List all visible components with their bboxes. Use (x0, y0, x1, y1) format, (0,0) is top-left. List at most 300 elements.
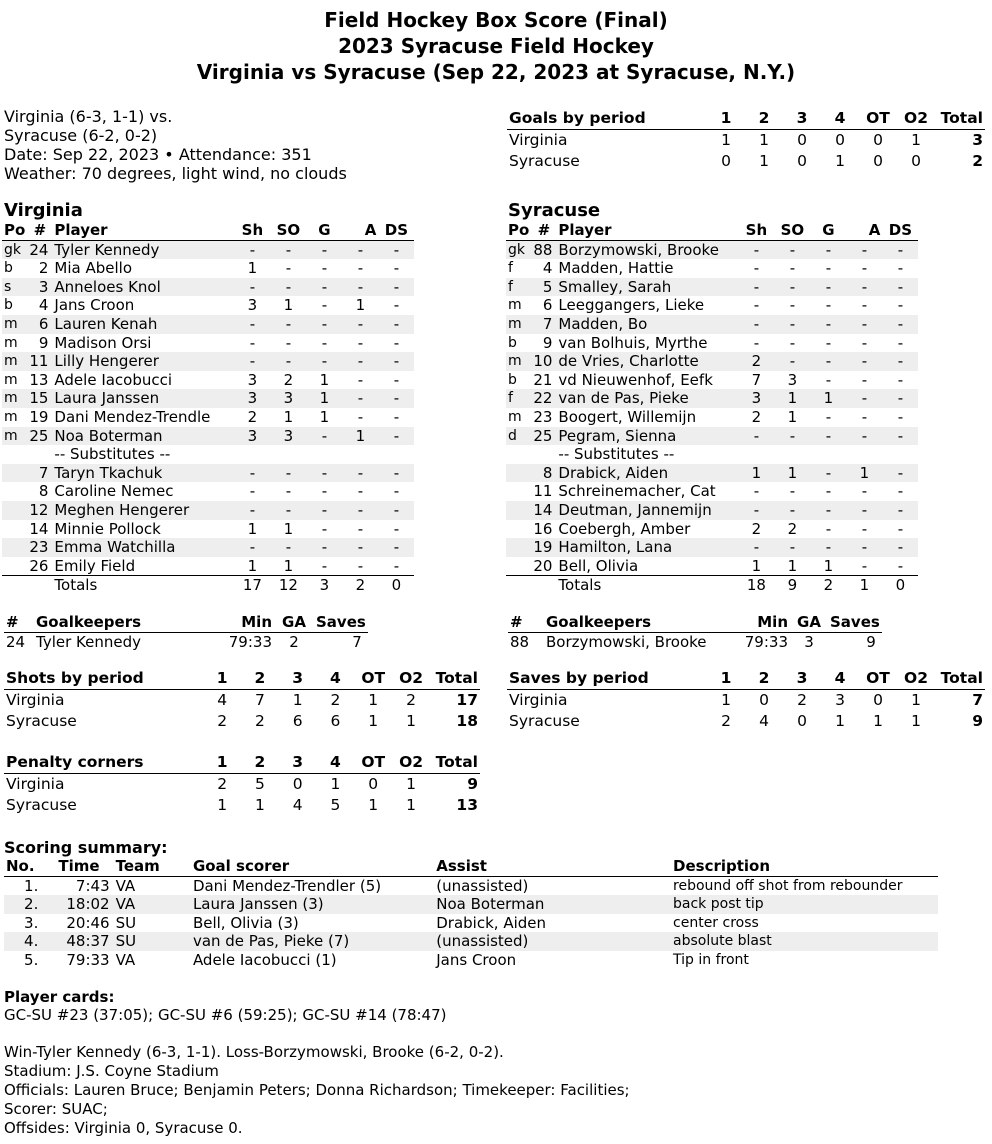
period-value: 1 (835, 152, 845, 170)
player-name: Minnie Pollock (54, 519, 161, 538)
period-column-header: 1 (707, 668, 745, 690)
team-name: Virginia (6, 691, 65, 709)
goal-team: SU (114, 932, 191, 951)
player-number: 26 (29, 556, 49, 575)
player-number: 25 (27, 427, 52, 446)
player-g: - (321, 259, 328, 278)
scoring-row (4, 876, 938, 895)
player-so: - (285, 259, 292, 278)
player-sh: 1 (247, 519, 258, 538)
total-g: 2 (810, 576, 846, 595)
period-column-header: OT (859, 668, 897, 690)
player-g: - (810, 464, 846, 483)
player-position: s (2, 278, 27, 297)
period-value: 0 (911, 152, 921, 170)
player-g: - (825, 296, 832, 315)
scoring-time-header: Time (56, 857, 113, 876)
player-ds: - (378, 240, 414, 259)
player-number: 7 (27, 464, 52, 483)
player-position (506, 464, 531, 483)
player-row (506, 315, 918, 334)
player-sh: 1 (751, 556, 762, 575)
player-g: - (810, 278, 846, 297)
player-so: 1 (787, 556, 798, 575)
substitutes-label: -- Substitutes -- (54, 445, 171, 464)
player-ds: - (393, 370, 400, 389)
player-name: Jans Croon (54, 296, 135, 315)
player-a: - (846, 501, 882, 520)
player-sh: - (753, 482, 760, 501)
player-position (506, 501, 531, 520)
player-row (2, 501, 414, 520)
player-row (506, 557, 918, 576)
player-a: - (342, 278, 378, 297)
period-value: 1 (721, 131, 731, 149)
gk-saves-header: Saves (316, 613, 366, 631)
player-a: - (342, 315, 378, 334)
g-header: G (306, 221, 342, 240)
player-row (506, 520, 918, 539)
scoring-no-header: No. (4, 857, 56, 876)
player-name: Laura Janssen (52, 389, 234, 408)
period-header-row (4, 752, 480, 774)
player-a: - (861, 333, 868, 352)
player-position: f (506, 278, 531, 297)
player-a: - (357, 259, 364, 278)
period-column-header: 1 (707, 108, 745, 130)
gk-num-header: # (4, 613, 34, 632)
player-position (506, 520, 531, 539)
player-name: vd Nieuwenhof, Eefk (558, 370, 713, 389)
period-column-header: 2 (745, 108, 783, 130)
player-so: 3 (270, 427, 306, 446)
player-row (2, 240, 414, 259)
player-so: 2 (787, 519, 798, 538)
player-ds: - (378, 427, 414, 446)
period-column-header: OT (354, 668, 392, 690)
period-value: 1 (254, 796, 265, 814)
player-g: - (825, 370, 832, 389)
gk-num-header: # (508, 613, 544, 632)
totals-label: Totals (556, 576, 738, 595)
saves-by-period-table (507, 668, 985, 732)
player-name: Emma Watchilla (52, 538, 234, 557)
period-value: 1 (759, 152, 769, 170)
player-position: m (506, 352, 531, 371)
period-header-row (507, 108, 985, 130)
period-value: 1 (217, 796, 228, 814)
player-ds: - (897, 259, 904, 278)
player-number: 14 (29, 519, 49, 538)
player-g: - (321, 333, 328, 352)
player-number: 24 (27, 240, 52, 259)
period-value: 1 (873, 712, 883, 730)
totals-row (506, 576, 918, 595)
period-value: 0 (797, 152, 807, 170)
player-name: Schreinemacher, Cat (558, 482, 716, 501)
date-attendance: Date: Sep 22, 2023 • Attendance: 351 (4, 145, 312, 164)
scoring-header-row (4, 857, 938, 876)
player-sh: - (738, 240, 774, 259)
player-so: 1 (283, 407, 294, 426)
player-sh: - (234, 352, 270, 371)
player-g: - (321, 482, 328, 501)
player-ds: - (882, 538, 918, 557)
team-name: Virginia (6, 775, 65, 793)
player-so: 1 (774, 389, 810, 408)
player-so: - (789, 333, 796, 352)
player-number: 23 (27, 538, 52, 557)
so-header: SO (270, 221, 306, 240)
player-row (506, 278, 918, 297)
period-value: 1 (721, 691, 731, 709)
player-so: - (285, 482, 292, 501)
player-sh: - (753, 296, 760, 315)
player-name: Taryn Tkachuk (52, 464, 234, 483)
player-ds: - (897, 296, 904, 315)
player-number: 21 (533, 370, 553, 389)
player-row (506, 408, 918, 427)
player-sh: 3 (247, 370, 258, 389)
goal-assist: Noa Boterman (434, 895, 671, 914)
scoring-assist-header: Assist (434, 857, 671, 876)
player-position (2, 464, 27, 483)
goal-scorer: van de Pas, Pieke (7) (191, 932, 434, 951)
player-ds: - (378, 315, 414, 334)
player-g: - (306, 240, 342, 259)
period-value: 0 (873, 152, 883, 170)
player-sh: 2 (247, 407, 258, 426)
num-header: # (531, 221, 556, 240)
goal-scorer: Adele Iacobucci (1) (192, 950, 337, 969)
period-column-header: 1 (203, 752, 241, 774)
roster-header-row (506, 221, 918, 240)
player-sh: 3 (738, 389, 774, 408)
period-total: 18 (456, 712, 478, 730)
period-value: 1 (368, 796, 379, 814)
player-so: - (270, 315, 306, 334)
total-sh: 18 (738, 576, 774, 595)
player-number: 10 (531, 352, 556, 371)
player-a: - (342, 501, 378, 520)
player-position: f (506, 389, 531, 408)
team-name: Syracuse (509, 152, 580, 170)
period-row (507, 711, 985, 732)
player-a: - (846, 538, 882, 557)
player-ds: - (378, 501, 414, 520)
player-sh: - (738, 315, 774, 334)
scoring-desc-header: Description (671, 857, 938, 876)
player-ds: - (897, 370, 904, 389)
player-ds: - (882, 278, 918, 297)
visitor-record: Virginia (6-3, 1-1) vs. (4, 107, 173, 126)
goal-scorer: Laura Janssen (3) (191, 895, 434, 914)
player-a: 1 (355, 296, 366, 315)
player-number: 25 (531, 427, 556, 446)
player-position: m (2, 427, 27, 446)
player-name: Deutman, Jannemijn (556, 501, 738, 520)
period-value: 2 (330, 691, 341, 709)
num-header: # (27, 221, 52, 240)
player-row (506, 482, 918, 501)
player-g: - (810, 352, 846, 371)
period-total: 2 (972, 152, 983, 170)
player-name: Anneloes Knol (52, 278, 234, 297)
period-value: 1 (835, 712, 845, 730)
player-row (506, 371, 918, 390)
player-position (2, 538, 27, 557)
player-row (2, 464, 414, 483)
officials-line: Officials: Lauren Bruce; Benjamin Peters; Donna Richardson; Timekeeper: Facilities; (4, 1081, 630, 1099)
player-name: van de Pas, Pieke (556, 389, 738, 408)
period-value: 1 (330, 775, 341, 793)
period-table-title: Saves by period (507, 668, 707, 690)
period-column-header: O2 (897, 108, 935, 130)
period-column-header: OT (859, 108, 897, 130)
scoring-row (4, 932, 938, 951)
period-value: 0 (797, 712, 807, 730)
goal-time: 7:43 (75, 876, 110, 895)
player-a: 1 (846, 464, 882, 483)
stadium-line: Stadium: J.S. Coyne Stadium (4, 1062, 219, 1080)
goal-team: SU (115, 913, 137, 932)
player-name: Smalley, Sarah (556, 278, 738, 297)
player-name: Noa Boterman (52, 427, 234, 446)
period-header-row (4, 668, 480, 690)
period-row (4, 711, 480, 732)
player-row (2, 259, 414, 278)
player-a: - (342, 389, 378, 408)
period-column-header: 1 (203, 668, 241, 690)
game-notes (4, 1043, 630, 1138)
player-ds: - (393, 482, 400, 501)
total-a: 1 (846, 576, 882, 595)
goalkeeper-row: 24 Tyler Kennedy 79:33 2 7 (6, 632, 362, 651)
player-g: - (825, 519, 832, 538)
period-column-header: 4 (821, 668, 859, 690)
total-so: 9 (774, 576, 810, 595)
player-g: 1 (810, 389, 846, 408)
player-ds: - (378, 389, 414, 408)
player-g: - (810, 538, 846, 557)
sh-header: Sh (738, 221, 774, 240)
player-ds: - (882, 315, 918, 334)
period-column-header: 4 (317, 668, 355, 690)
player-row (2, 352, 414, 371)
period-value: 6 (330, 712, 341, 730)
player-number: 22 (531, 389, 556, 408)
player-number: 7 (531, 315, 556, 334)
player-g: - (810, 315, 846, 334)
period-column-header: Total (430, 752, 480, 774)
player-sh: 2 (751, 519, 762, 538)
player-number: 16 (533, 519, 553, 538)
player-g: - (810, 240, 846, 259)
player-so: 3 (270, 389, 306, 408)
player-name: van Bolhuis, Myrthe (558, 333, 708, 352)
player-so: - (270, 501, 306, 520)
goal-description: back post tip (671, 895, 938, 914)
player-number: 11 (533, 482, 553, 501)
period-total: 13 (456, 796, 478, 814)
period-value: 6 (292, 712, 303, 730)
player-g: - (825, 482, 832, 501)
gk-name-header: Goalkeepers (544, 613, 736, 632)
player-g: - (810, 501, 846, 520)
period-value: 1 (406, 712, 417, 730)
player-number: 8 (531, 464, 556, 483)
player-position: m (2, 352, 27, 371)
period-column-header: OT (354, 752, 392, 774)
syracuse-team-name: Syracuse (508, 200, 601, 221)
period-value: 0 (873, 131, 883, 149)
player-so: 1 (283, 556, 294, 575)
player-so: - (774, 278, 810, 297)
player-g: - (321, 519, 328, 538)
goal-assist: (unassisted) (434, 932, 671, 951)
player-so: - (789, 482, 796, 501)
player-row (506, 538, 918, 557)
g-header: G (810, 221, 846, 240)
player-number: 4 (542, 259, 553, 278)
weather: Weather: 70 degrees, light wind, no clouds (4, 164, 347, 183)
goal-team: VA (115, 876, 136, 895)
player-name: Lauren Kenah (52, 315, 234, 334)
player-so: 1 (774, 464, 810, 483)
player-a: - (846, 278, 882, 297)
player-number: 19 (531, 538, 556, 557)
period-value: 7 (254, 691, 265, 709)
player-number: 9 (38, 333, 49, 352)
home-record: Syracuse (6-2, 0-2) (4, 126, 158, 145)
period-total: 17 (456, 691, 478, 709)
period-value: 5 (254, 775, 265, 793)
player-ds: - (393, 556, 400, 575)
roster-header-row (2, 221, 414, 240)
gk-ga-header: GA (790, 613, 828, 632)
player-ds: - (393, 259, 400, 278)
po-header: Po (4, 221, 26, 239)
period-value: 2 (721, 712, 731, 730)
player-position: gk (506, 240, 531, 259)
period-value: 0 (368, 775, 379, 793)
player-sh: 1 (247, 259, 258, 278)
player-a: - (846, 240, 882, 259)
player-position (2, 557, 27, 576)
player-name: Madison Orsi (54, 333, 152, 352)
player-g: - (306, 278, 342, 297)
player-name: Tyler Kennedy (52, 240, 234, 259)
player-row (506, 296, 918, 315)
scoring-row (4, 895, 938, 914)
player-name: Boogert, Willemijn (558, 407, 697, 426)
gk-ga-header: GA (274, 613, 314, 632)
period-value: 0 (873, 691, 883, 709)
player-ds: - (897, 556, 904, 575)
virginia-team-name: Virginia (4, 200, 83, 221)
goal-team: VA (114, 895, 191, 914)
player-name: Emily Field (54, 556, 136, 575)
period-value: 4 (217, 691, 228, 709)
player-row (506, 259, 918, 278)
team-name: Syracuse (6, 796, 77, 814)
player-so: - (270, 240, 306, 259)
player-a: - (861, 370, 868, 389)
player-position: m (4, 408, 18, 425)
gk-min-header: Min (736, 613, 790, 632)
player-name: Adele Iacobucci (54, 370, 173, 389)
period-column-header: 4 (821, 108, 859, 130)
player-name: Caroline Nemec (54, 482, 174, 501)
game-title: Virginia vs Syracuse (Sep 22, 2023 at Syracuse, N.Y.) (196, 60, 796, 84)
period-value: 2 (217, 712, 228, 730)
player-a: - (342, 464, 378, 483)
player-g: - (825, 407, 832, 426)
player-sh: - (249, 482, 256, 501)
goal-scorer: Dani Mendez-Trendler (5) (192, 876, 382, 895)
player-g: 1 (306, 389, 342, 408)
player-header: Player (52, 221, 234, 240)
player-sh: - (738, 427, 774, 446)
player-name: Hamilton, Lana (556, 538, 738, 557)
period-value: 1 (911, 712, 921, 730)
goalkeeper-row: 88 Borzymowski, Brooke 79:33 3 9 (510, 632, 876, 651)
player-number: 11 (27, 352, 52, 371)
player-ds: - (882, 389, 918, 408)
player-sh: 3 (247, 296, 258, 315)
player-position (2, 501, 27, 520)
player-position (2, 520, 27, 539)
period-column-header: 2 (241, 752, 279, 774)
player-number: 14 (531, 501, 556, 520)
player-a: - (861, 407, 868, 426)
player-g: 1 (319, 370, 330, 389)
period-row (507, 130, 985, 152)
goals-by-period-table (507, 108, 985, 172)
decision-line: Win-Tyler Kennedy (6-3, 1-1). Loss-Borzymowski, Brooke (6-2, 0-2). (4, 1043, 504, 1061)
player-g: - (321, 556, 328, 575)
player-sh: - (234, 315, 270, 334)
player-a: - (846, 427, 882, 446)
player-a: - (357, 407, 364, 426)
player-a: - (846, 389, 882, 408)
goal-assist: (unassisted) (436, 876, 529, 895)
a-header: A (342, 221, 378, 240)
player-ds: - (897, 519, 904, 538)
player-number: 8 (38, 482, 49, 501)
player-a: - (861, 482, 868, 501)
goal-number: 1. (24, 876, 39, 895)
goal-assist: Jans Croon (436, 950, 517, 969)
goal-team: VA (115, 950, 136, 969)
player-row (2, 408, 414, 427)
period-column-header: 3 (783, 108, 821, 130)
player-ds: - (882, 427, 918, 446)
player-ds: - (897, 482, 904, 501)
period-value: 0 (797, 131, 807, 149)
substitutes-row (2, 445, 414, 464)
player-so: - (270, 538, 306, 557)
player-number: 2 (38, 259, 49, 278)
player-number: 19 (29, 407, 49, 426)
player-ds: - (378, 538, 414, 557)
period-table-title: Goals by period (507, 108, 707, 130)
player-row (2, 520, 414, 539)
period-table-title: Shots by period (4, 668, 203, 690)
player-position (506, 557, 531, 576)
scorer-line: Scorer: SUAC; (4, 1100, 108, 1118)
player-number: 88 (531, 240, 556, 259)
